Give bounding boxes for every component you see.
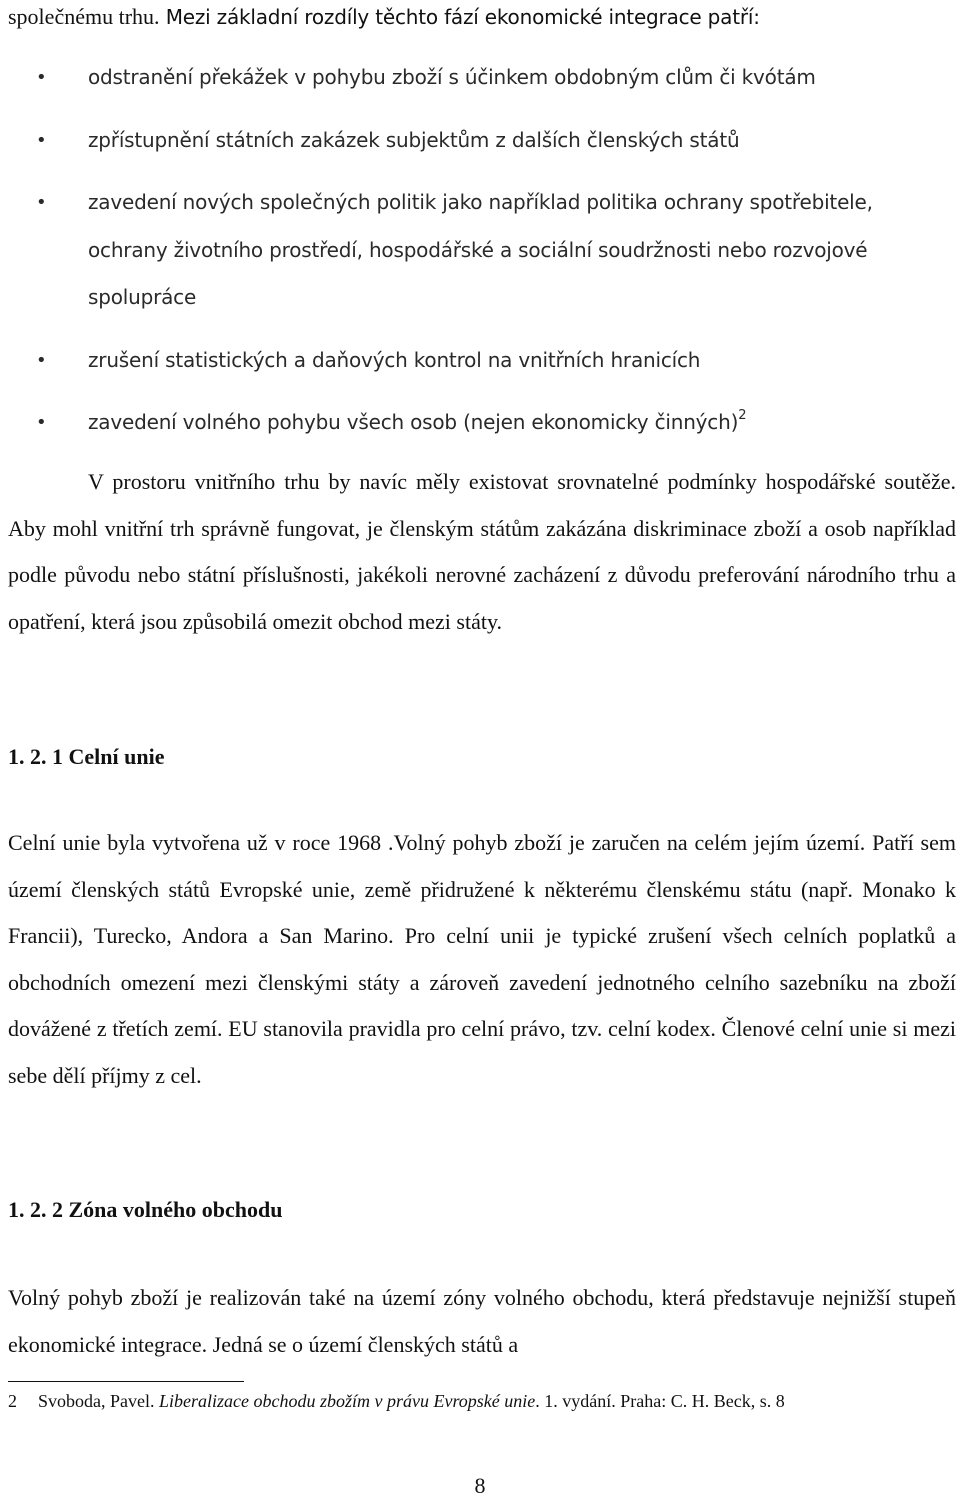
intro-paragraph: [8, 0, 956, 41]
footnote-reference[interactable]: 2: [738, 408, 747, 424]
list-item: [0, 117, 960, 165]
paragraph-vnitrni-trh-text: V prostoru vnitřního trhu by navíc měly existovat srovnatelné podmínky hospodářské soutěže. Aby mohl vnitřní trh správně fungovat, je členským státům zakázána diskriminace zboží a osob například podle původu nebo státní příslušnosti, jakékoli nerovné zacházení z důvodu preferování národního trhu a opatření, která jsou způsobilá omezit obchod mezi státy.: [8, 469, 956, 634]
paragraph-vnitrni-trh: [8, 459, 956, 645]
bullet-list: [0, 54, 960, 447]
footnote-rest: . 1. vydání. Praha: C. H. Beck, s. 8: [535, 1391, 785, 1411]
page-number: 8: [474, 1473, 486, 1498]
footnote: [8, 1389, 938, 1414]
list-item-text: zrušení statistických a daňových kontrol na vnitřních hranicích: [88, 347, 701, 372]
bullet-icon: •: [36, 67, 47, 88]
list-item-text: zpřístupnění státních zakázek subjektům z dalších členských států: [88, 127, 740, 152]
footnote-title: Liberalizace obchodu zbožím v právu Evropské unie: [159, 1391, 536, 1411]
list-item: [0, 179, 960, 322]
list-item-text: zavedení volného pohybu všech osob (nejen ekonomicky činných): [88, 410, 739, 434]
bullet-icon: •: [36, 412, 47, 433]
paragraph-celni-unie: Celní unie byla vytvořena už v roce 1968 .Volný pohyb zboží je zaručen na celém jejím území. Patří sem území členských států Evropské unie, země přidružené k některému členskému státu (např. Monako k Francii), Turecko, Andora a San Marino. Pro celní unii je typické zrušení všech celních poplatků a obchodních omezení mezi členskými státy a zároveň zavedení jednotného celního sazebníku na zboží dovážené z třetích zemí. EU stanovila pravidla pro celní právo, tzv. celní kodex. Členové celní unie si mezi sebe dělí příjmy z cel.: [8, 830, 956, 1088]
footnote-author: Svoboda, Pavel.: [38, 1391, 155, 1411]
bullet-icon: •: [36, 349, 47, 371]
footnote-separator: [8, 1381, 244, 1382]
intro-lead: společnému trhu.: [8, 4, 160, 29]
footnote-number: 2: [8, 1391, 17, 1411]
section-heading-celni-unie: 1. 2. 1 Celní unie: [8, 744, 165, 769]
intro-text: Mezi základní rozdíly těchto fází ekonomické integrace patří:: [159, 5, 760, 29]
list-item-text: odstranění překážek v pohybu zboží s účinkem obdobným clům či kvótám: [88, 65, 816, 89]
section-heading-zona-volneho-obchodu: 1. 2. 2 Zóna volného obchodu: [8, 1197, 283, 1222]
list-item: [0, 54, 960, 102]
list-item: [0, 337, 960, 385]
list-item-text: zavedení nových společných politik jako například politika ochrany spotřebitele, ochrany životního prostředí, hospodářské a sociální soudržnosti nebo rozvojové spolupráce: [88, 190, 873, 309]
bullet-icon: •: [36, 192, 47, 213]
list-item: [0, 399, 960, 447]
footnote-text: [8, 1389, 938, 1414]
paragraph-zona-volneho-obchodu: Volný pohyb zboží je realizován také na území zóny volného obchodu, která představuje nejnižší stupeň ekonomické integrace. Jedná se o území členských států a: [8, 1285, 956, 1357]
bullet-icon: •: [36, 129, 47, 151]
